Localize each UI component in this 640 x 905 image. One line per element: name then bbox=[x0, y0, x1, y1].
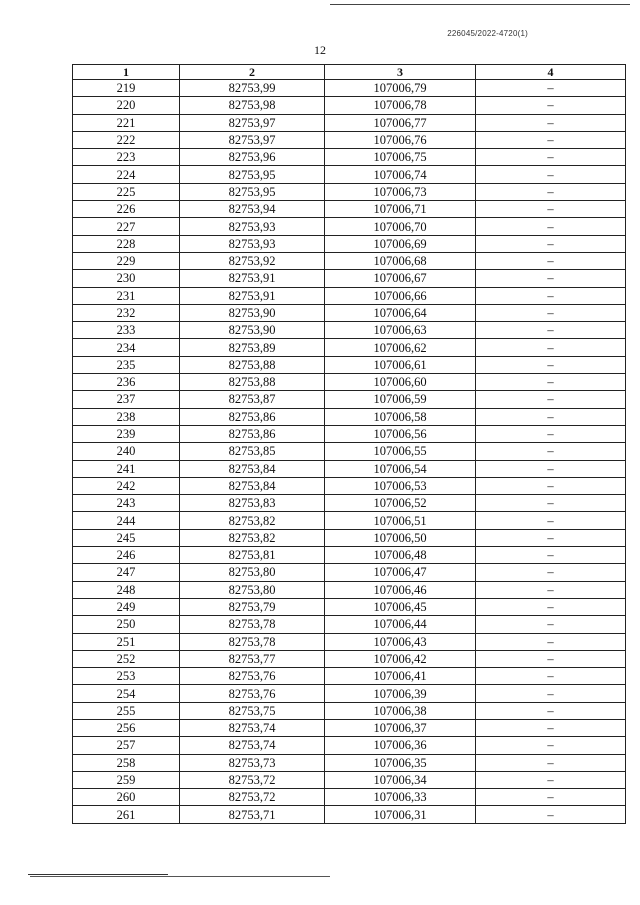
table-body bbox=[73, 80, 626, 824]
table-row bbox=[73, 166, 626, 183]
table-row bbox=[73, 789, 626, 806]
table-row bbox=[73, 374, 626, 391]
table-cell: – bbox=[476, 650, 626, 667]
table-cell: 248 bbox=[73, 581, 180, 598]
table-cell: – bbox=[476, 252, 626, 269]
table-row bbox=[73, 529, 626, 546]
table-row bbox=[73, 564, 626, 581]
table-cell: 221 bbox=[73, 114, 180, 131]
table-cell: 82753,87 bbox=[180, 391, 325, 408]
table-cell: 107006,62 bbox=[325, 339, 476, 356]
table-cell: 243 bbox=[73, 495, 180, 512]
table-row bbox=[73, 201, 626, 218]
header-cell: 3 bbox=[325, 65, 476, 80]
table-cell: 107006,74 bbox=[325, 166, 476, 183]
table-cell: 107006,66 bbox=[325, 287, 476, 304]
table-row bbox=[73, 218, 626, 235]
document-reference: 226045/2022-4720(1) bbox=[447, 29, 528, 38]
table-cell: – bbox=[476, 80, 626, 97]
table-cell: 220 bbox=[73, 97, 180, 114]
table-cell: 107006,35 bbox=[325, 754, 476, 771]
table-cell: 82753,99 bbox=[180, 80, 325, 97]
table-cell: 82753,85 bbox=[180, 443, 325, 460]
table-cell: 107006,76 bbox=[325, 131, 476, 148]
table-cell: – bbox=[476, 477, 626, 494]
table-cell: 107006,64 bbox=[325, 304, 476, 321]
table-cell: 107006,61 bbox=[325, 356, 476, 373]
table-cell: 107006,43 bbox=[325, 633, 476, 650]
table-cell: 246 bbox=[73, 547, 180, 564]
table-cell: 82753,71 bbox=[180, 806, 325, 823]
table-row bbox=[73, 650, 626, 667]
table-row bbox=[73, 581, 626, 598]
table-cell: 228 bbox=[73, 235, 180, 252]
table-cell: 107006,58 bbox=[325, 408, 476, 425]
table-cell: 229 bbox=[73, 252, 180, 269]
table-cell: – bbox=[476, 114, 626, 131]
table-row bbox=[73, 339, 626, 356]
table-cell: 107006,31 bbox=[325, 806, 476, 823]
table-cell: 260 bbox=[73, 789, 180, 806]
table-cell: 107006,34 bbox=[325, 771, 476, 788]
table-cell: 107006,71 bbox=[325, 201, 476, 218]
table-row bbox=[73, 512, 626, 529]
table-cell: 82753,95 bbox=[180, 183, 325, 200]
table-row bbox=[73, 391, 626, 408]
table-cell: 82753,82 bbox=[180, 512, 325, 529]
table-cell: 82753,89 bbox=[180, 339, 325, 356]
table-cell: – bbox=[476, 391, 626, 408]
table-cell: – bbox=[476, 97, 626, 114]
table-cell: 82753,76 bbox=[180, 668, 325, 685]
table-cell: 250 bbox=[73, 616, 180, 633]
table-cell: 242 bbox=[73, 477, 180, 494]
table-cell: – bbox=[476, 183, 626, 200]
table-cell: 82753,84 bbox=[180, 477, 325, 494]
table-cell: 82753,78 bbox=[180, 616, 325, 633]
coordinates-table bbox=[72, 64, 626, 824]
table-cell: 107006,37 bbox=[325, 719, 476, 736]
table-cell: – bbox=[476, 408, 626, 425]
table-cell: 107006,67 bbox=[325, 270, 476, 287]
table-row bbox=[73, 287, 626, 304]
table-cell: – bbox=[476, 529, 626, 546]
table-cell: 107006,56 bbox=[325, 425, 476, 442]
table-cell: 231 bbox=[73, 287, 180, 304]
table-cell: 82753,93 bbox=[180, 218, 325, 235]
table-cell: 82753,86 bbox=[180, 425, 325, 442]
table-cell: – bbox=[476, 719, 626, 736]
table-cell: 224 bbox=[73, 166, 180, 183]
table-row bbox=[73, 425, 626, 442]
table-cell: 107006,38 bbox=[325, 702, 476, 719]
table-row bbox=[73, 598, 626, 615]
table-cell: 82753,88 bbox=[180, 356, 325, 373]
table-cell: 107006,45 bbox=[325, 598, 476, 615]
table-cell: – bbox=[476, 235, 626, 252]
table-cell: – bbox=[476, 425, 626, 442]
table-cell: 82753,88 bbox=[180, 374, 325, 391]
table-row bbox=[73, 719, 626, 736]
table-cell: 82753,96 bbox=[180, 149, 325, 166]
table-cell: 82753,78 bbox=[180, 633, 325, 650]
table-cell: 82753,80 bbox=[180, 581, 325, 598]
table-cell: 82753,83 bbox=[180, 495, 325, 512]
table-row bbox=[73, 668, 626, 685]
table-cell: 82753,72 bbox=[180, 771, 325, 788]
table-cell: 82753,81 bbox=[180, 547, 325, 564]
table-cell: – bbox=[476, 443, 626, 460]
table-cell: 247 bbox=[73, 564, 180, 581]
table-cell: 241 bbox=[73, 460, 180, 477]
table-cell: – bbox=[476, 806, 626, 823]
table-cell: 82753,92 bbox=[180, 252, 325, 269]
table-cell: 249 bbox=[73, 598, 180, 615]
table-cell: 256 bbox=[73, 719, 180, 736]
table-row bbox=[73, 616, 626, 633]
table-row bbox=[73, 408, 626, 425]
table-cell: 82753,90 bbox=[180, 304, 325, 321]
table-row bbox=[73, 477, 626, 494]
table-cell: – bbox=[476, 598, 626, 615]
table-cell: 107006,41 bbox=[325, 668, 476, 685]
table-cell: 222 bbox=[73, 131, 180, 148]
table-cell: 223 bbox=[73, 149, 180, 166]
bottom-rule bbox=[30, 876, 330, 877]
table-cell: 107006,70 bbox=[325, 218, 476, 235]
table-cell: 82753,93 bbox=[180, 235, 325, 252]
table-cell: 252 bbox=[73, 650, 180, 667]
table-row bbox=[73, 547, 626, 564]
header-cell: 4 bbox=[476, 65, 626, 80]
table-row bbox=[73, 304, 626, 321]
table-cell: 82753,97 bbox=[180, 114, 325, 131]
table-cell: 233 bbox=[73, 322, 180, 339]
table-cell: 251 bbox=[73, 633, 180, 650]
table-cell: 107006,55 bbox=[325, 443, 476, 460]
table-cell: 82753,97 bbox=[180, 131, 325, 148]
table-cell: 225 bbox=[73, 183, 180, 200]
table-cell: 236 bbox=[73, 374, 180, 391]
table-cell: 255 bbox=[73, 702, 180, 719]
table-row bbox=[73, 443, 626, 460]
table-cell: 107006,69 bbox=[325, 235, 476, 252]
table-cell: 107006,78 bbox=[325, 97, 476, 114]
table-cell: 82753,74 bbox=[180, 737, 325, 754]
table-cell: 82753,79 bbox=[180, 598, 325, 615]
table-cell: – bbox=[476, 581, 626, 598]
table-cell: – bbox=[476, 287, 626, 304]
table-cell: 245 bbox=[73, 529, 180, 546]
table-cell: 261 bbox=[73, 806, 180, 823]
table-cell: 82753,94 bbox=[180, 201, 325, 218]
table-cell: 82753,95 bbox=[180, 166, 325, 183]
table-cell: – bbox=[476, 218, 626, 235]
table-cell: 219 bbox=[73, 80, 180, 97]
table-cell: 107006,59 bbox=[325, 391, 476, 408]
table-cell: 82753,77 bbox=[180, 650, 325, 667]
table-cell: – bbox=[476, 547, 626, 564]
top-rule bbox=[330, 4, 630, 5]
table-row bbox=[73, 737, 626, 754]
table-cell: – bbox=[476, 339, 626, 356]
table-row bbox=[73, 771, 626, 788]
table-cell: 82753,91 bbox=[180, 287, 325, 304]
table-cell: 240 bbox=[73, 443, 180, 460]
table-cell: 107006,36 bbox=[325, 737, 476, 754]
table-cell: – bbox=[476, 131, 626, 148]
table-cell: 82753,76 bbox=[180, 685, 325, 702]
table-row bbox=[73, 183, 626, 200]
table-cell: 82753,90 bbox=[180, 322, 325, 339]
table-cell: – bbox=[476, 685, 626, 702]
table-cell: – bbox=[476, 356, 626, 373]
table-cell: 257 bbox=[73, 737, 180, 754]
table-header-row bbox=[73, 65, 626, 80]
table-row bbox=[73, 702, 626, 719]
header-cell: 2 bbox=[180, 65, 325, 80]
table-row bbox=[73, 685, 626, 702]
table-cell: – bbox=[476, 201, 626, 218]
table-cell: 107006,50 bbox=[325, 529, 476, 546]
bottom-rule bbox=[28, 874, 168, 875]
table-cell: – bbox=[476, 754, 626, 771]
table-cell: – bbox=[476, 149, 626, 166]
table-cell: 238 bbox=[73, 408, 180, 425]
table-cell: 82753,74 bbox=[180, 719, 325, 736]
table-cell: – bbox=[476, 495, 626, 512]
table-row bbox=[73, 495, 626, 512]
table-cell: – bbox=[476, 166, 626, 183]
table-cell: – bbox=[476, 304, 626, 321]
page-number: 12 bbox=[314, 43, 326, 57]
table-cell: – bbox=[476, 702, 626, 719]
table-cell: 107006,73 bbox=[325, 183, 476, 200]
table-row bbox=[73, 252, 626, 269]
table-row bbox=[73, 270, 626, 287]
table-cell: 232 bbox=[73, 304, 180, 321]
table-cell: 234 bbox=[73, 339, 180, 356]
table-cell: 107006,52 bbox=[325, 495, 476, 512]
table-cell: 107006,63 bbox=[325, 322, 476, 339]
table-cell: 107006,53 bbox=[325, 477, 476, 494]
table-cell: 107006,44 bbox=[325, 616, 476, 633]
table-cell: – bbox=[476, 771, 626, 788]
table-cell: 239 bbox=[73, 425, 180, 442]
table-cell: 107006,48 bbox=[325, 547, 476, 564]
table-cell: 107006,46 bbox=[325, 581, 476, 598]
table-cell: 82753,75 bbox=[180, 702, 325, 719]
table-row bbox=[73, 356, 626, 373]
table-cell: 107006,79 bbox=[325, 80, 476, 97]
table-row bbox=[73, 114, 626, 131]
table-row bbox=[73, 149, 626, 166]
table-cell: 82753,84 bbox=[180, 460, 325, 477]
table-cell: 82753,98 bbox=[180, 97, 325, 114]
table-cell: – bbox=[476, 460, 626, 477]
table-cell: 254 bbox=[73, 685, 180, 702]
table-cell: 107006,42 bbox=[325, 650, 476, 667]
table-cell: – bbox=[476, 374, 626, 391]
table-cell: 226 bbox=[73, 201, 180, 218]
table-cell: 253 bbox=[73, 668, 180, 685]
table-cell: 107006,75 bbox=[325, 149, 476, 166]
table-cell: 82753,82 bbox=[180, 529, 325, 546]
table-cell: 82753,72 bbox=[180, 789, 325, 806]
table-cell: 107006,39 bbox=[325, 685, 476, 702]
table-cell: 107006,60 bbox=[325, 374, 476, 391]
table-cell: 259 bbox=[73, 771, 180, 788]
table-cell: 107006,33 bbox=[325, 789, 476, 806]
table-row bbox=[73, 235, 626, 252]
table-row bbox=[73, 97, 626, 114]
table-cell: – bbox=[476, 322, 626, 339]
table-row bbox=[73, 754, 626, 771]
table-cell: 82753,80 bbox=[180, 564, 325, 581]
table-cell: – bbox=[476, 789, 626, 806]
table-cell: – bbox=[476, 616, 626, 633]
table-row bbox=[73, 131, 626, 148]
table-cell: 107006,77 bbox=[325, 114, 476, 131]
table-cell: 107006,54 bbox=[325, 460, 476, 477]
table-cell: – bbox=[476, 737, 626, 754]
table-cell: – bbox=[476, 512, 626, 529]
table-cell: 107006,68 bbox=[325, 252, 476, 269]
table-cell: 82753,86 bbox=[180, 408, 325, 425]
table-cell: 82753,73 bbox=[180, 754, 325, 771]
table-cell: 258 bbox=[73, 754, 180, 771]
table-cell: 244 bbox=[73, 512, 180, 529]
table-row bbox=[73, 80, 626, 97]
table-cell: 227 bbox=[73, 218, 180, 235]
table-row bbox=[73, 322, 626, 339]
table-cell: 107006,51 bbox=[325, 512, 476, 529]
table-cell: – bbox=[476, 668, 626, 685]
table-cell: 230 bbox=[73, 270, 180, 287]
table-cell: – bbox=[476, 564, 626, 581]
table-row bbox=[73, 806, 626, 823]
table-cell: 237 bbox=[73, 391, 180, 408]
table-cell: 235 bbox=[73, 356, 180, 373]
table-cell: 82753,91 bbox=[180, 270, 325, 287]
table-cell: 107006,47 bbox=[325, 564, 476, 581]
table-row bbox=[73, 633, 626, 650]
table-cell: – bbox=[476, 270, 626, 287]
table-row bbox=[73, 460, 626, 477]
header-cell: 1 bbox=[73, 65, 180, 80]
table-cell: – bbox=[476, 633, 626, 650]
